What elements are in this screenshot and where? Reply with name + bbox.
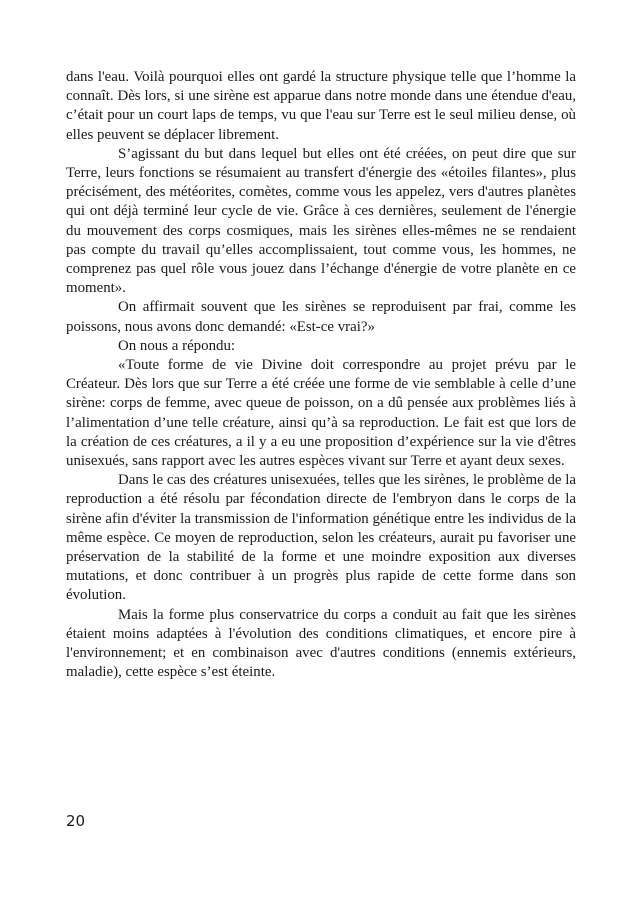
paragraph-7: Mais la forme plus conservatrice du corps a conduit au fait que les sirènes étaient moins adaptées à l'évolution des conditions climatiques, et encore pire à l'environnement; et en combinaison avec d'autres conditions (ennemis extérieurs, maladie), cette espèce s’est éteinte.	[66, 606, 576, 681]
paragraph-5: «Toute forme de vie Divine doit correspondre au projet prévu par le Créateur. Dès lors que sur Terre a été créée une forme de vie semblable à celle d’une sirène: corps de femme, avec queue de poisson, on a dû pensée aux problèmes liés à l’alimentation d’une telle créature, ainsi qu’à sa reproduction. Le fait est que lors de la création de ces créatures, a il y a eu une proposition d’expérience sur la vie d'êtres unisexués, sans rapport avec les autres espèces vivant sur Terre et ayant deux sexes.	[66, 357, 576, 470]
paragraph-1: dans l'eau. Voilà pourquoi elles ont gardé la structure physique telle que l’homme la connaît. Dès lors, si une sirène est apparue dans notre monde dans une étendue d'eau, c’était pour un court laps de temps, vu que l'eau sur Terre est le seul milieu dense, où elles peuvent se déplacer librement.	[66, 69, 576, 143]
paragraph-6: Dans le cas des créatures unisexuées, telles que les sirènes, le problème de la reproduction a été résolu par fécondation directe de l'embryon dans le corps de la sirène afin d'éviter la transmission de l'information génétique entre les individus de la même espèce. Ce moyen de reproduction, selon les créateurs, aurait pu favoriser une préservation de la stabilité de la forme et une moindre exposition aux diverses mutations, et donc contribuer à un progrès plus rapide de cette forme dans son évolution.	[66, 472, 576, 604]
paragraph-2: S’agissant du but dans lequel but elles ont été créées, on peut dire que sur Terre, leurs fonctions se résumaient au transfert d'énergie des «étoiles filantes», plus précisément, des météorites, comètes, comme vous les appelez, vers d'autres planètes qui ont déjà terminé leur cycle de vie. Grâce à ces dernières, seulement de l'énergie du mouvement des corps cosmiques, mais les sirènes elles-mêmes ne se rendaient pas compte du travail qu’elles accomplissaient, tout comme vous, les hommes, ne comprenez pas quel rôle vous jouez dans l’échange d'énergie de votre planète en ce moment».	[66, 145, 576, 297]
page-number: 20	[66, 812, 86, 830]
paragraph-4: On nous a répondu:	[118, 337, 236, 354]
paragraph-3: On affirmait souvent que les sirènes se reproduisent par frai, comme les poissons, nous avons donc demandé: «Est-ce vrai?»	[66, 299, 576, 335]
page-body	[66, 68, 576, 683]
